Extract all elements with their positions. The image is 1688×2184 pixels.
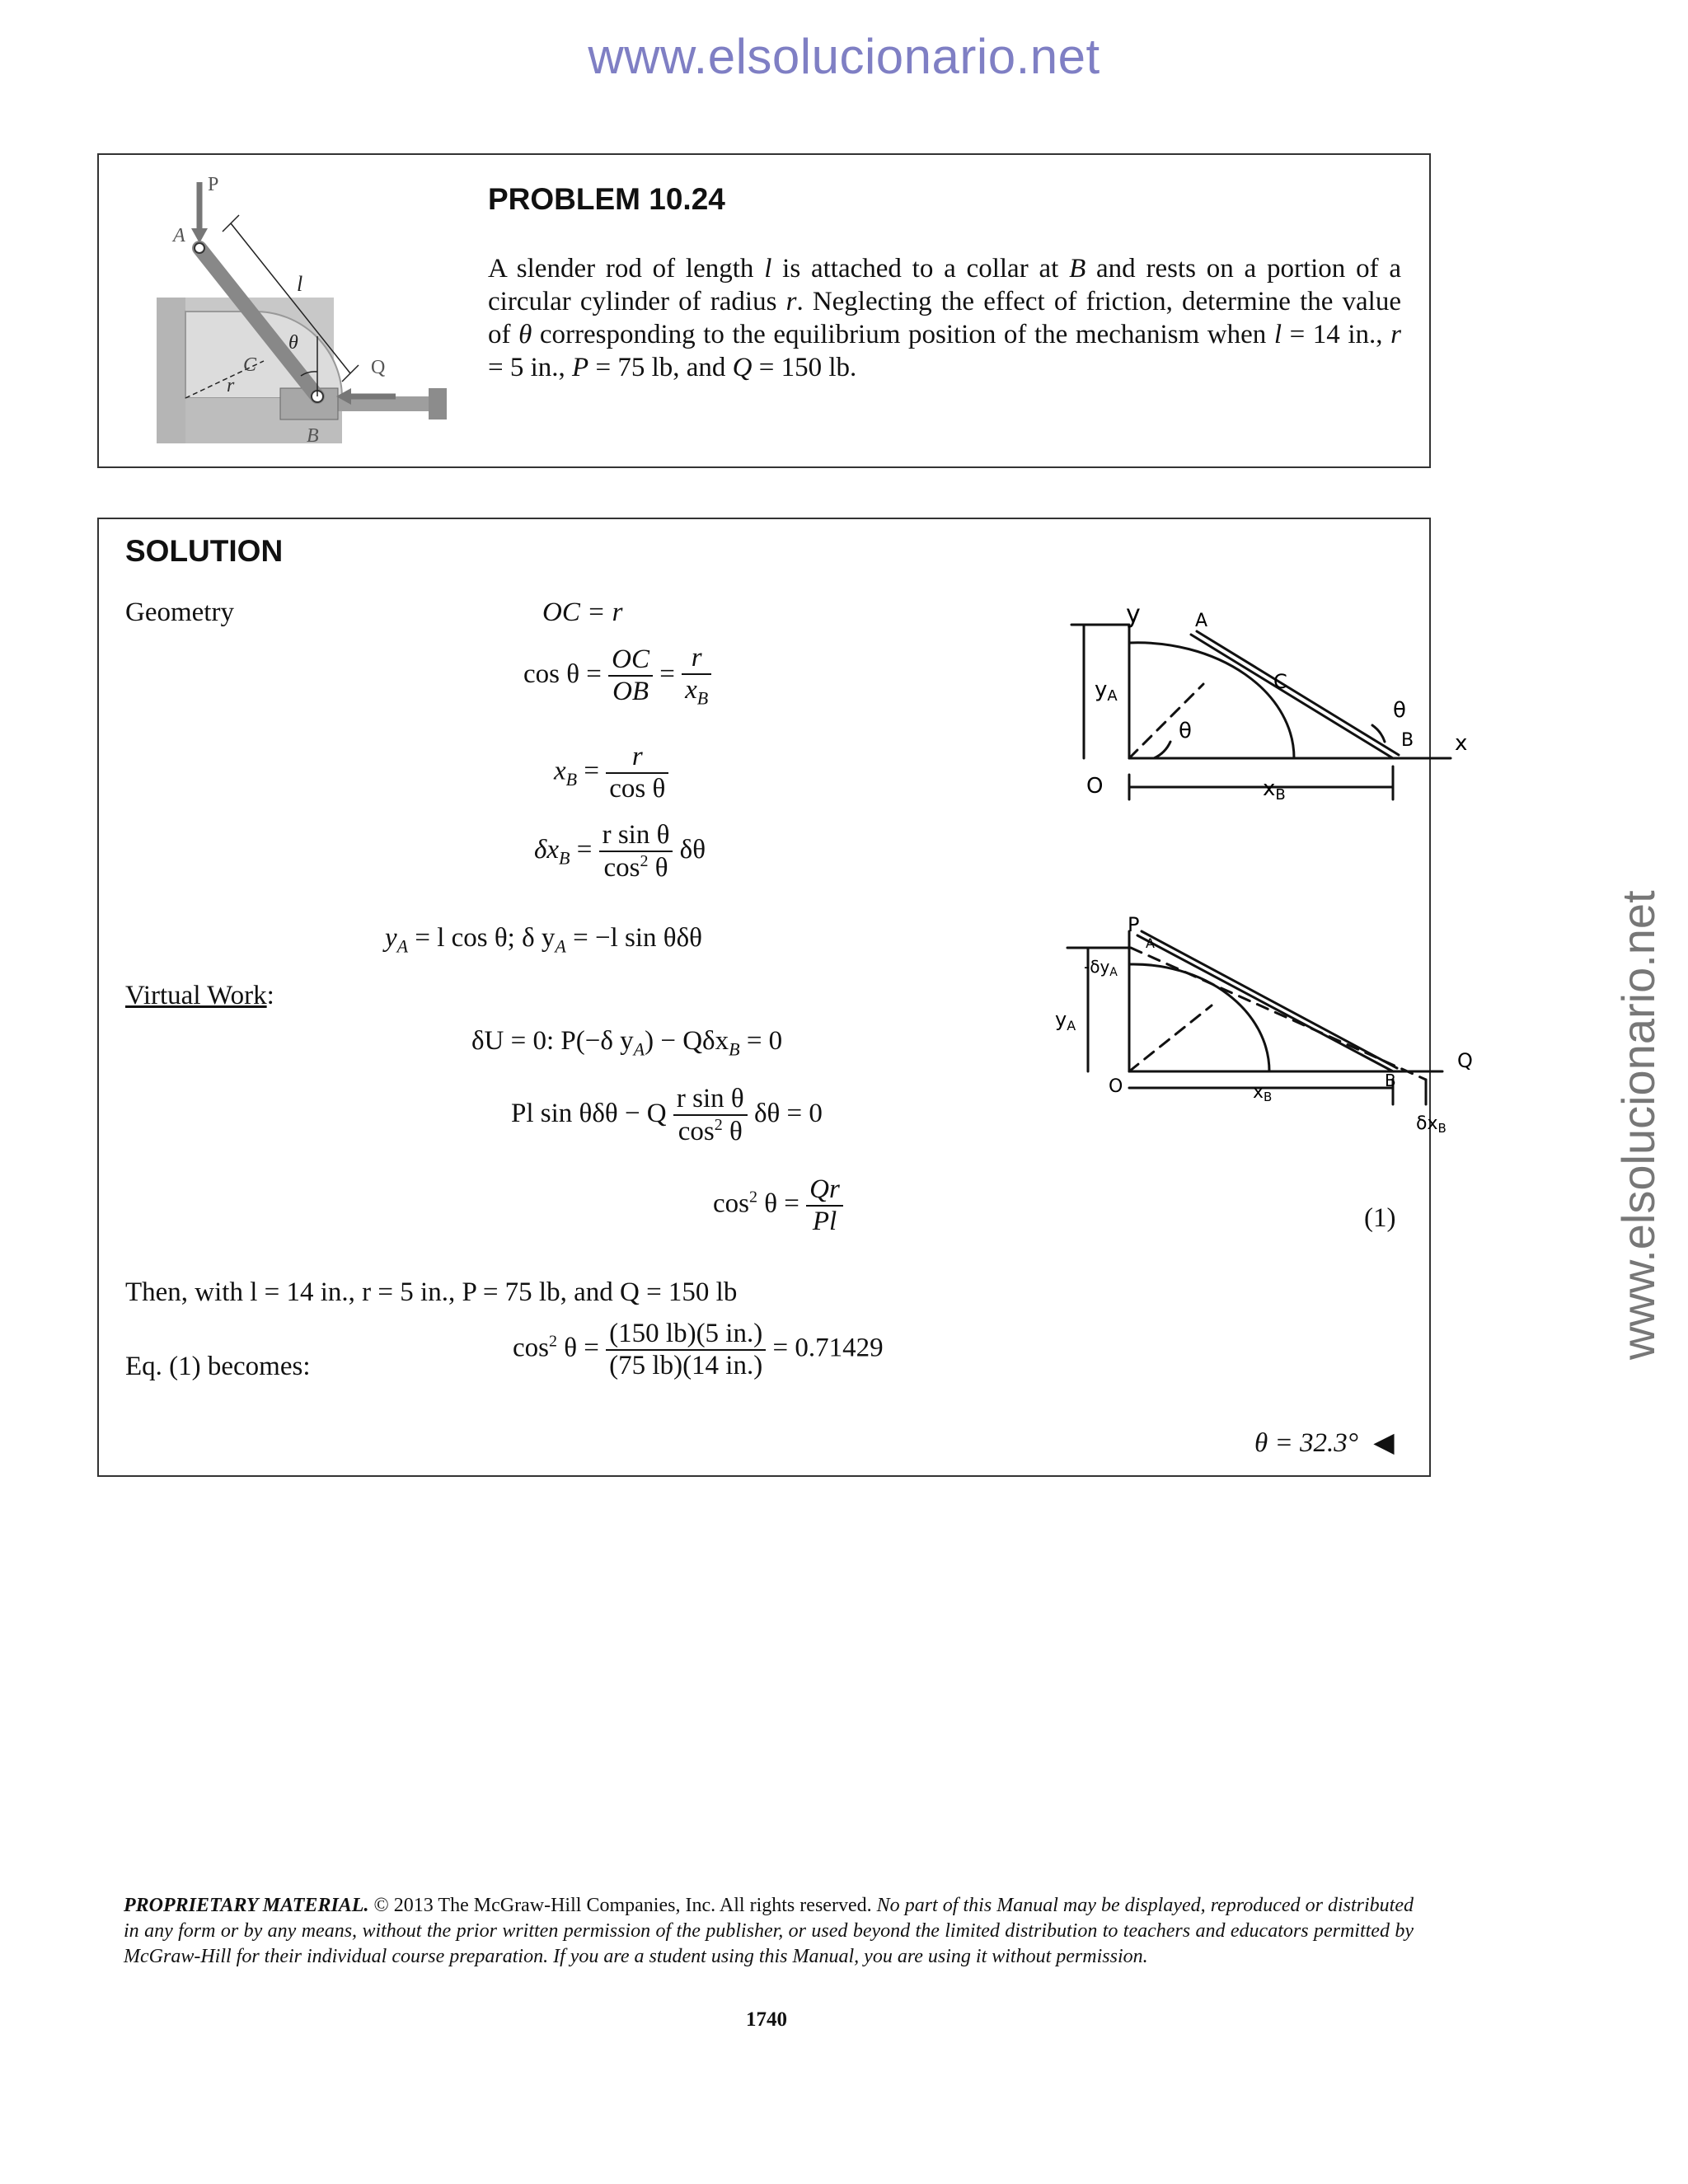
solution-title: SOLUTION <box>125 534 284 568</box>
fig1-yA: yA <box>1095 677 1118 705</box>
eq-cos: cos θ = $\frac{OC}{OB}$ = $\frac{r}{x_B}$ <box>523 643 711 710</box>
fig-label-Q: Q <box>371 357 386 378</box>
solution-box <box>97 518 1473 1477</box>
fig1-C: C <box>1273 670 1287 693</box>
fig1-theta-2: θ <box>1393 698 1406 723</box>
fig-label-C: C <box>243 354 257 376</box>
eq-final: $\cos^2 \theta$ = $\frac{(150 lb)(5 in.)}{(75 lb)(14 in.)}$ = 0.71429 <box>513 1319 884 1380</box>
eq1-becomes-label: Eq. (1) becomes: <box>125 1352 311 1381</box>
fig2-dxB: δxB <box>1416 1113 1447 1136</box>
fig1-xB: xB <box>1263 776 1286 804</box>
fig-label-theta: θ <box>288 332 298 354</box>
fig1-x: x <box>1455 731 1468 756</box>
answer: θ = 32.3° ◀ <box>1254 1428 1395 1458</box>
fig2-A: A <box>1146 935 1155 951</box>
problem-figure <box>148 176 462 452</box>
fig2-dyA: $-\delta y_A$ <box>1084 957 1118 979</box>
footer-notice: PROPRIETARY MATERIAL. © 2013 The McGraw-Hill Companies, Inc. All rights reserved. No part of this Manual may be displayed, reproduced or distributed in any form or by any means, without the prior written permission of the publisher, or used beyond the limited distribution to teachers and educators permitted by McGraw-Hill for their individual course preparation. If you are a student using this Manual, you are using it without permission. <box>124 1895 1414 1967</box>
problem-statement: A slender rod of length l is attached to a collar at B and rests on a portion of a circular cylinder of radius r. Neglecting the effect of friction, determine the value of θ corresponding to the equilibrium position of the mechanism when l = 14 in., r = 5 in., P = 75 lb, and Q = 150 lb. <box>488 254 1402 382</box>
watermark-side: www.elsolucionario.net <box>1612 890 1664 1360</box>
eq-pl: Pl sin θδθ − Q $\frac{\text{r sin θ}}{\cos^2 \theta}$ δθ = 0 <box>511 1084 823 1146</box>
fig2-yA: $y_A$ <box>1055 1008 1076 1033</box>
fig2-P: P <box>1128 915 1140 936</box>
fig-label-A: A <box>173 225 185 246</box>
then-text: Then, with l = 14 in., r = 5 in., P = 75 lb, and Q = 150 lb <box>125 1277 738 1307</box>
fig2-xB: xB <box>1253 1082 1273 1104</box>
fig1-y: y <box>1126 602 1141 629</box>
eq-dxb: $\delta x_B$ = $\frac{\text{r sin θ}}{\cos^2 \theta}$ δθ <box>534 820 706 883</box>
fig-label-B: B <box>307 425 319 447</box>
fig1-B: B <box>1401 730 1414 751</box>
solution-figure-2 <box>1030 915 1508 1154</box>
fig-label-r: r <box>227 375 235 396</box>
eq-xb: $x_B$ = $\frac{r}{\text{cos θ}}$ <box>554 742 668 804</box>
fig2-B: B <box>1385 1071 1396 1090</box>
solution-figure-1 <box>1047 602 1508 824</box>
virtual-work-label: Virtual Work: <box>125 981 274 1010</box>
problem-box <box>97 153 1431 468</box>
eq-1: $\cos^2 \theta$ = $\frac{Qr}{Pl}$ <box>713 1174 843 1237</box>
fig1-O: O <box>1086 774 1104 799</box>
problem-title: PROBLEM 10.24 <box>488 182 725 216</box>
eq-ya: $y_A = l$ cos θ; δ $y_A = -l$ sin θδθ <box>385 923 702 957</box>
watermark-top: www.elsolucionario.net <box>588 29 1100 84</box>
eq-du: δU = 0: P(−δ $y_A) - Q\delta x_B = 0$ <box>471 1026 783 1060</box>
eq-oc: OC = r <box>542 598 623 627</box>
page-number: 1740 <box>746 2008 787 2031</box>
geometry-label: Geometry <box>125 598 234 627</box>
fig1-A: A <box>1195 611 1208 631</box>
fig2-O: O <box>1109 1076 1123 1097</box>
fig-label-l: l <box>297 272 303 296</box>
eq-1-number: (1) <box>1364 1203 1396 1233</box>
answer-marker: ◀ <box>1373 1428 1395 1458</box>
fig1-theta-1: θ <box>1179 719 1192 743</box>
fig-label-P: P <box>208 176 219 195</box>
fig2-Q: Q <box>1457 1049 1473 1072</box>
